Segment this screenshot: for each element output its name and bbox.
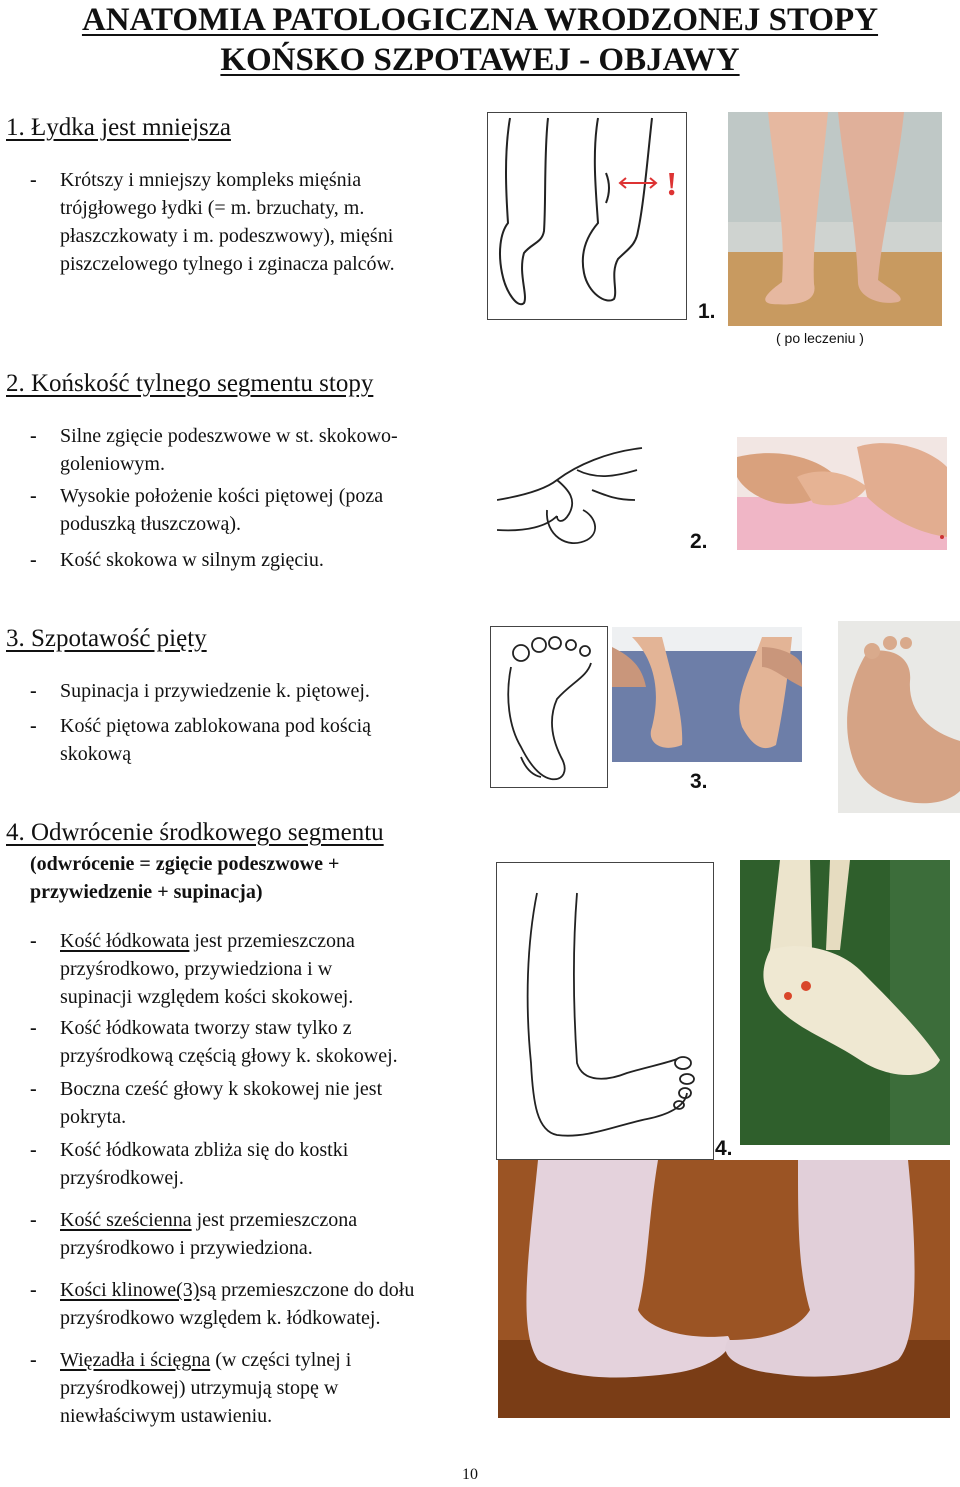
section-2-bullet-2: - Wysokie położenie kości piętowej (poza poduszką tłuszczową). <box>30 485 384 535</box>
figure-label-3: 3. <box>690 770 708 793</box>
page-number: 10 <box>462 1466 478 1483</box>
section-4-bullet-3: - Boczna cześć głowy k skokowej nie jest pokryta. <box>30 1078 383 1128</box>
section-4-bullet-6: - Kości klinowe(3)są przemieszczone do dołu przyśrodkowo względem k. łódkowatej. <box>30 1279 415 1329</box>
section-4-bullet-2: - Kość łódkowata tworzy staw tylko z przyśrodkową częścią głowy k. skokowej. <box>30 1017 398 1067</box>
figure-4-photo-skeleton <box>740 860 950 1145</box>
section-1-heading: 1. Łydka jest mniejsza <box>6 114 231 141</box>
figure-1-photo-child-legs <box>728 112 942 326</box>
warning-mark: ! <box>666 166 678 203</box>
figure-1-leg-drawing <box>487 112 687 320</box>
section-2-bullet-3: - Kość skokowa w silnym zgięciu. <box>30 549 324 571</box>
section-2-heading: 2. Końskość tylnego segmentu stopy <box>6 370 374 397</box>
section-4-bullet-1: - Kość łódkowata jest przemieszczona przyśrodkowo, przywiedziona i w supinacji względem kości skokowej. <box>30 930 355 1008</box>
section-4-heading: 4. Odwrócenie środkowego segmentu <box>6 819 384 846</box>
figure-label-2: 2. <box>690 530 708 553</box>
figure-3-photo-baby-feet <box>612 627 802 762</box>
figure-3-photo-foot-close <box>838 621 960 813</box>
section-3-bullet-1: - Supinacja i przywiedzenie k. piętowej. <box>30 680 370 702</box>
figure-label-4: 4. <box>715 1137 733 1160</box>
section-3-heading: 3. Szpotawość pięty <box>6 625 207 652</box>
section-3-bullet-2: - Kość piętowa zablokowana pod kością skokową <box>30 715 372 765</box>
page-title-line2: KOŃSKO SZPOTAWEJ - OBJAWY <box>220 42 740 78</box>
figure-2-hand-drawing <box>497 440 647 555</box>
section-4-bullet-7: - Więzadła i ścięgna (w części tylnej i przyśrodkowej) utrzymują stopę w niewłaściwym ustawieniu. <box>30 1349 352 1427</box>
figure-label-1: 1. <box>698 300 716 323</box>
section-2-bullet-1: - Silne zgięcie podeszwowe w st. skokowo- goleniowym. <box>30 425 398 475</box>
figure-2-photo-foot-exam <box>737 437 947 550</box>
figure-1-caption: ( po leczeniu ) <box>776 330 864 346</box>
figure-4-foot-drawing <box>496 862 714 1160</box>
section-4-bullet-5: - Kość sześcienna jest przemieszczona przyśrodkowo i przywiedziona. <box>30 1209 358 1259</box>
figure-4-photo-feet <box>498 1160 950 1418</box>
section-4-bullet-4: - Kość łódkowata zbliża się do kostki przyśrodkowej. <box>30 1139 349 1189</box>
page-title-line1: ANATOMIA PATOLOGICZNA WRODZONEJ STOPY <box>81 2 879 38</box>
figure-3-foot-drawing <box>490 626 608 788</box>
section-1-bullet-1: - Krótszy i mniejszy kompleks mięśnia trójgłowego łydki (= m. brzuchaty, m. płaszczkowaty i m. podeszwowy), mięśni piszczelowego tylnego i zginacza palców. <box>30 169 395 275</box>
section-4-subheading: (odwrócenie = zgięcie podeszwowe + przywiedzenie + supinacja) <box>30 853 340 903</box>
